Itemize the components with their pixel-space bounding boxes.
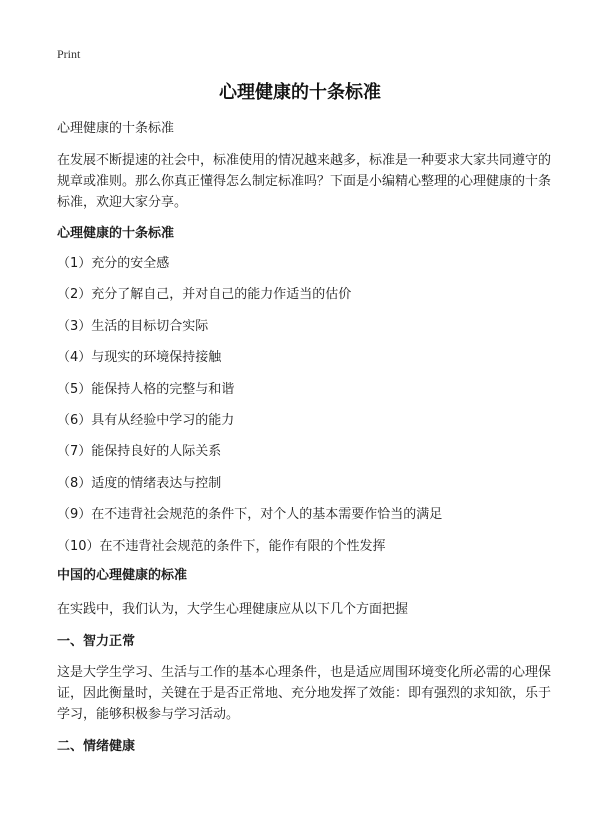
list-item: （3）生活的目标切合实际 <box>57 318 209 334</box>
list-item: （2）充分了解自己，并对自己的能力作适当的估价 <box>57 287 352 303</box>
china-intro-paragraph: 在实践中，我们认为，大学生心理健康应从以下几个方面把握 <box>57 601 409 617</box>
list-item: （4）与现实的环境保持接触 <box>57 350 222 366</box>
list-item: （6）具有从经验中学习的能力 <box>57 412 235 428</box>
subheading-intelligence: 一、智力正常 <box>57 633 136 649</box>
print-label: Print <box>57 47 81 61</box>
intro-paragraph: 在发展不断提速的社会中，标准使用的情况越来越多，标准是一种要求大家共同遵守的规章或准则。那么你真正懂得怎么制定标准吗？下面是小编精心整理的心理健康的十条标准，欢迎大家分享。 <box>57 153 552 210</box>
list-item: （8）适度的情绪表达与控制 <box>57 475 222 491</box>
page-title: 心理健康的十条标准 <box>219 82 381 103</box>
list-item: （1）充分的安全感 <box>57 256 170 271</box>
list-item: （9）在不违背社会规范的条件下，对个人的基本需要作恰当的满足 <box>57 507 443 523</box>
list-item: （10）在不违背社会规范的条件下，能作有限的个性发挥 <box>57 538 386 554</box>
document-subtitle: 心理健康的十条标准 <box>57 121 175 136</box>
section-heading-ten-standards: 心理健康的十条标准 <box>57 226 175 241</box>
subheading-emotional-health: 二、情绪健康 <box>57 738 136 754</box>
section-heading-china: 中国的心理健康的标准 <box>57 567 188 583</box>
standards-list <box>57 254 557 565</box>
document-body <box>57 118 557 767</box>
list-item: （7）能保持良好的人际关系 <box>57 444 222 460</box>
intelligence-paragraph: 这是大学生学习、生活与工作的基本心理条件，也是适应周围环境变化所必需的心理保证，因此衡量时，关键在于是否正常地、充分地发挥了效能：即有强烈的求知欲，乐于学习，能够积极参与学习活动。 <box>57 664 552 722</box>
list-item: （5）能保持人格的完整与和谐 <box>57 381 235 397</box>
